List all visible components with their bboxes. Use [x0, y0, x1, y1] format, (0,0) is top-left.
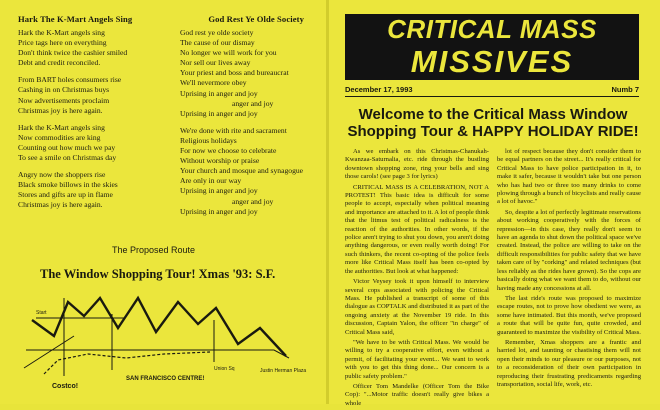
issue-number: Numb 7 [611, 84, 639, 94]
song-titles [18, 14, 318, 24]
lyric-line: From BART holes consumers rise [18, 75, 122, 85]
costco-label: Costco! [52, 383, 79, 390]
stanza-gap [180, 119, 310, 126]
route-title: The Proposed Route [112, 245, 196, 255]
lyric-line: Christmas joy is here again. [18, 200, 103, 210]
song2-title: God Rest Ye Olde Society [208, 14, 304, 24]
lyric-line: Uprising in anger and joy [180, 206, 258, 216]
lyric-line: Price tags here on everything [18, 38, 107, 48]
lyric-line: Your priest and boss and bureaucrat [180, 68, 289, 78]
lyric-line: anger and joy [232, 98, 274, 108]
lyric-line: For now we choose to celebrate [180, 146, 277, 156]
lyric-line: Counting out how much we pay [18, 142, 116, 152]
stanza-gap [18, 116, 158, 123]
lyric-line: Hark the K-Mart angels sing [18, 122, 105, 132]
lyric-line: Are only in our way [180, 176, 242, 186]
lyric-line: Angry now the shoppers rise [18, 170, 106, 180]
lyric-line: Cashing in on Christmas buys [18, 85, 110, 95]
song1-lyrics [18, 28, 158, 217]
lyric-line: Your church and mosque and synagogue [180, 166, 304, 176]
article-paragraph: The last ride's route was proposed to maximize escape routes, not to prove how obedient we were, as some have intimated. But this month, we've proposed a route that will be quite fun, quite crowded, and guaranteed to maximize the visibility of Critical Mass. [497, 294, 641, 336]
stanza-gap [18, 68, 158, 75]
route-map [14, 258, 319, 398]
article-column-1 [345, 148, 489, 410]
lyric-line: Uprising in anger and joy [180, 108, 258, 118]
lyric-line: Christmas joy is here again. [18, 105, 103, 115]
article-paragraph: As we embark on this Christmas-Chanukah-Kwanzaa-Saturnalia, etc. ride through the bustling downtown shopping zone, ring your bells and sing those carols! (see page 3 for lyrics) [345, 148, 489, 181]
lyric-line: Now commodities are king [18, 132, 101, 142]
article-paragraph: Victor Veysey took it upon himself to interview several cops associated with policing the Critical Mass. He published a transcript of some of this dialogue as COPTALK and distributed it as part of the ongoing anxiety at the November 19 ride. In this discussion, Captain Yalon, the officer "in charge" of Critical Mass said, [345, 278, 489, 336]
stanza-gap [18, 163, 158, 170]
lyric-line: Now advertisements proclaim [18, 95, 110, 105]
right-panel [329, 0, 660, 407]
article-column-2 [497, 148, 641, 410]
song2-lyrics [180, 28, 310, 217]
dateline [345, 82, 639, 97]
sf-centre-label: SAN FRANCISCO CENTRE! [126, 376, 205, 382]
lyric-line: No longer we will work for you [180, 48, 277, 58]
article-paragraph: Remember, Xmas shoppers are a frantic and harried lot, and taunting or chastising them will not open their minds to our pleasure or our purposes, not to a reconsideration of their own participation in reproducing their frustrating predicaments regarding transportation, social life, work, etc. [497, 338, 641, 388]
masthead [345, 14, 639, 80]
left-panel [0, 0, 326, 404]
carol-lyrics [18, 14, 318, 217]
article-body [345, 148, 641, 410]
article-paragraph: CRITICAL MASS IS A CELEBRATION, NOT A PROTEST! This basic idea is difficult for some people to accept, especially when political meaning and importance are attached to it. A lot of people think that the litmus test of political radicalness is the reaction of the authorities. In other words, if the police aren't trying to shut you down, you aren't doing anything dangerous, or even really worth doing! For such thinkers, the recent co-opting of the police feels more like Critical Mass itself has been co-opted by the authorities. But look at what happened: [345, 183, 489, 275]
song-columns [18, 28, 318, 217]
lyric-line: To see a smile on Christmas day [18, 153, 117, 163]
lyric-line: Nor sell our lives away [180, 58, 251, 68]
article-paragraph: "We have to be with Critical Mass. We would be willing to try a cooperative effort, even without a permit, of facilitating your event... We want to work with you to get this thing done... Our concern is a public safety problem." [345, 338, 489, 380]
masthead-line2: MISSIVES [410, 44, 574, 79]
lyric-line: Uprising in anger and joy [180, 186, 258, 196]
song1-title: Hark The K-Mart Angels Sing [18, 14, 133, 24]
lyric-line: Religious holidays [180, 135, 237, 145]
lyric-line: Stores and gifts are up in flame [18, 190, 113, 200]
lyric-line: The cause of our dismay [180, 38, 255, 48]
lyric-line: Debt and credit reconciled. [18, 58, 101, 68]
lyric-line: Uprising in anger and joy [180, 88, 258, 98]
map-title: The Window Shopping Tour! Xmas '93: S.F. [40, 267, 276, 281]
issue-date: December 17, 1993 [345, 84, 413, 94]
lyric-line: Without worship or praise [180, 156, 260, 166]
article-paragraph: lot of respect because they don't consider them to be equal partners on the street... It's really critical for Critical Mass to have police participation in it, to make it safer, because it wouldn't take but one person who has had two or three too many drinks to come plowing through a bunch of bicyclists and really cause a lot of havoc." [497, 148, 641, 206]
headline: Welcome to the Critical Mass Window Shopping Tour & HAPPY HOLIDAY RIDE! [347, 106, 639, 140]
article-paragraph: Officer Tom Mandelke (Officer Tom the Bike Cop): "...Motor traffic doesn't really give bikes a whole [345, 382, 489, 407]
justin-herman-label: Justin Herman Plaza [260, 368, 307, 374]
lyric-line: God rest ye olde society [180, 28, 254, 37]
lyric-line: We're done with rite and sacrament [180, 125, 287, 135]
route-path [32, 298, 286, 356]
lyric-line: Don't think twice the cashier smiled [18, 48, 128, 58]
start-label: Start [36, 310, 47, 316]
lyric-line: We'll nevermore obey [180, 78, 247, 88]
masthead-line1: CRITICAL MASS [387, 14, 597, 44]
lyric-line: Black smoke billows in the skies [18, 180, 118, 190]
article-paragraph: So, despite a lot of perfectly legitimate reservations about working cooperatively with the forces of repression—in this case, they really don't seem to have an agenda to shut down the political space we've created. Instead, the police are willing to take on the difficult responsibilities for public safety that we have taken care of by "corking" and related techniques (but less reliably as the rides have grown). So the cops are basically doing what we want them to do, without our having made any concessions at all. [497, 208, 641, 292]
lyric-line: Hark the K-Mart angels sing [18, 28, 105, 37]
route-path-lower [44, 352, 210, 374]
lyric-line: anger and joy [232, 196, 274, 206]
union-sq-label: Union Sq [214, 366, 235, 372]
